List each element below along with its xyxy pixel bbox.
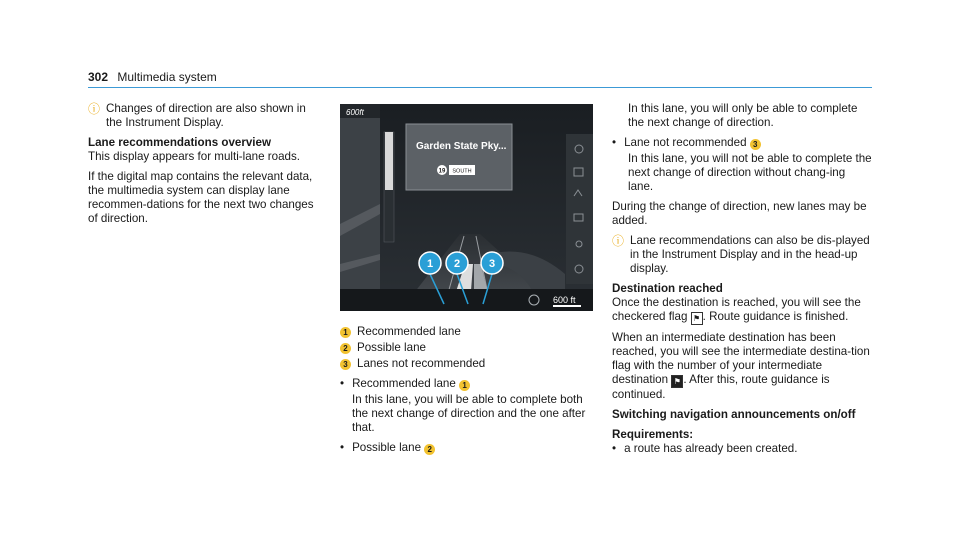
callout-1-label: 1: [426, 258, 434, 270]
callout-2-label: 2: [453, 258, 461, 270]
number-badge: 1: [340, 327, 351, 338]
paragraph: During the change of direction, new lanes may be added.: [612, 200, 867, 227]
legend-label: Lanes not recommended: [357, 357, 486, 370]
info-note-text: Lane recommendations can also be dis-played in the Instrument Display and in the head-up display.: [630, 234, 870, 275]
checkered-flag-icon: ⚑: [691, 312, 703, 325]
middle-column: [340, 325, 595, 457]
bullet-item: • Lane not recommended 3: [612, 136, 872, 150]
legend-label: Recommended lane: [357, 325, 461, 338]
bullet-item: • a route has already been created.: [612, 442, 798, 455]
header-rule: [88, 87, 872, 88]
number-badge: 2: [424, 444, 435, 455]
number-badge: 1: [459, 380, 470, 391]
road-name: Garden State Pky...: [416, 141, 507, 152]
section-heading: Switching navigation announcements on/off: [612, 408, 856, 421]
section-heading: Lane recommendations overview: [88, 136, 271, 149]
page-number: 302: [88, 70, 109, 84]
paragraph: Once the destination is reached, you will see the checkered flag ⚑ . Route guidance is finished.: [612, 296, 861, 323]
right-column: [612, 102, 872, 458]
page-header: [88, 70, 217, 84]
distance-readout: 600 ft: [553, 295, 576, 305]
distance-bar-fill: [385, 132, 393, 190]
bullet-item: • Recommended lane 1: [340, 377, 595, 391]
paragraph: If the digital map contains the relevant data, the multimedia system can display lane recommen-dations for the next two changes of direction.: [88, 170, 314, 225]
bullet-label: Lane not recommended: [624, 136, 747, 149]
info-icon: ⓘ: [612, 234, 625, 248]
section-heading: Destination reached: [612, 282, 723, 295]
bullet-text: In this lane, you will be able to complete both the next change of direction and the one after that.: [352, 393, 586, 434]
intermediate-flag-icon: ⚑: [671, 375, 683, 388]
section-title: Multimedia system: [117, 70, 217, 84]
info-icon: ⓘ: [88, 102, 101, 116]
callout-3-label: 3: [488, 258, 496, 270]
number-badge: 3: [340, 359, 351, 370]
left-column: [88, 102, 320, 232]
paragraph: When an intermediate destination has been reached, you will see the intermediate destina-tion flag with the number of your intermediate destination ⚑ . After this, route guidance is continued.: [612, 331, 870, 401]
route-sign-number: 19: [438, 168, 446, 175]
requirements-label: Requirements:: [612, 428, 694, 441]
legend-item: [340, 341, 595, 355]
number-badge: 2: [340, 343, 351, 354]
bullet-label: Possible lane: [352, 441, 422, 454]
direction-label: SOUTH: [452, 168, 472, 175]
legend-item: [340, 357, 595, 371]
legend-label: Possible lane: [357, 341, 426, 354]
info-note: [612, 234, 872, 276]
bullet-text: a route has already been created.: [624, 442, 798, 455]
continued-text: In this lane, you will only be able to complete the next change of direction.: [628, 102, 858, 129]
bullet-item: • Possible lane 2: [340, 441, 595, 455]
info-note-text: Changes of direction are also shown in the Instrument Display.: [106, 102, 306, 129]
map-scale: 600ft: [346, 108, 364, 117]
paragraph: This display appears for multi-lane roads.: [88, 150, 301, 163]
bullet-label: Recommended lane: [352, 377, 456, 390]
number-badge: 3: [750, 139, 761, 150]
info-note: [88, 102, 320, 130]
navigation-screen-image: [340, 104, 593, 311]
legend-item: [340, 325, 595, 339]
bullet-text: In this lane, you will not be able to complete the next change of direction without chang-ing lane.: [628, 152, 872, 193]
